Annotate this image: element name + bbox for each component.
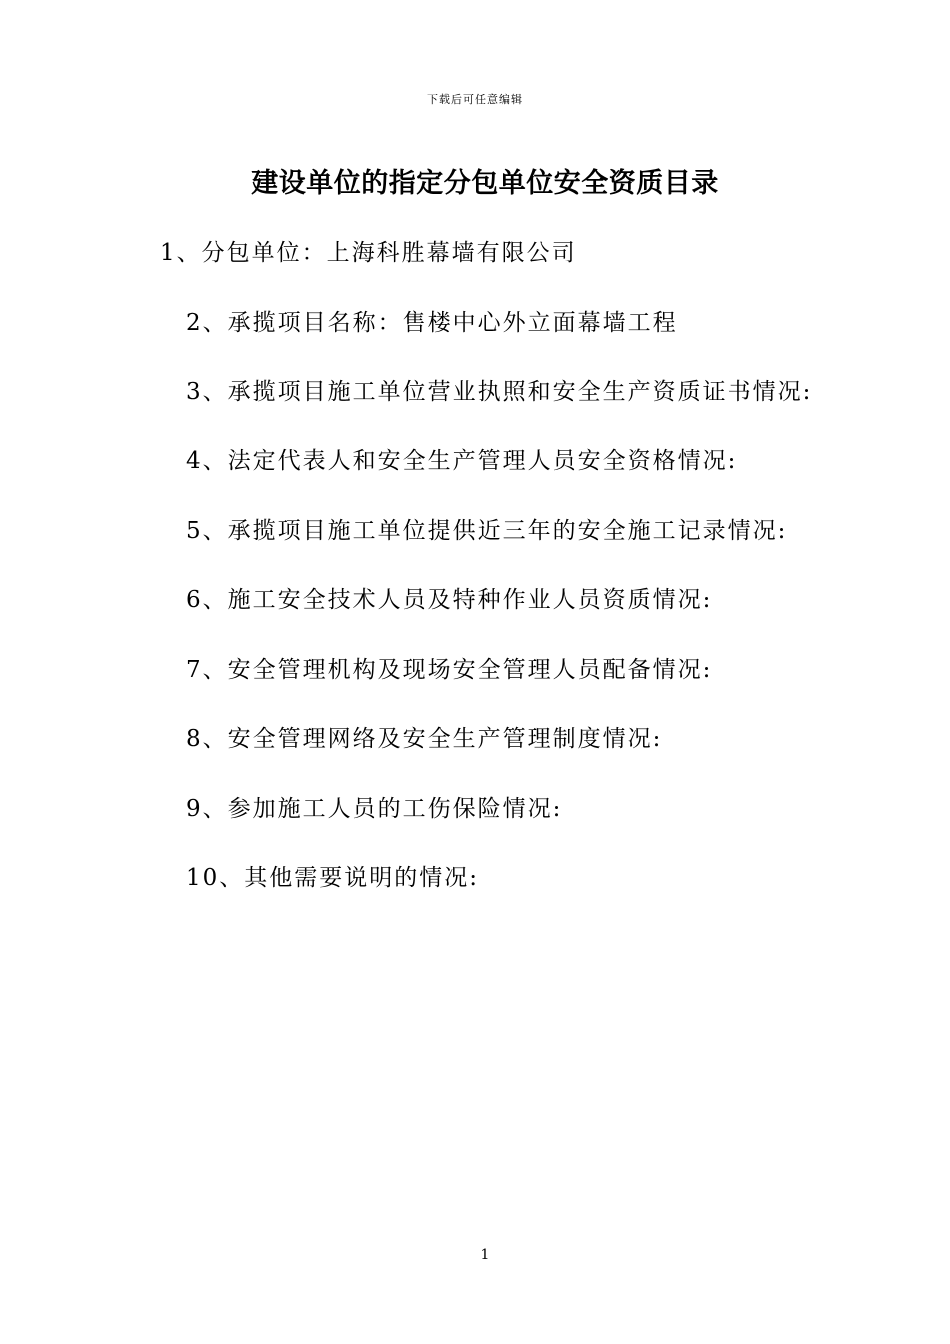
- list-item-1: 1、分包单位：上海科胜幕墙有限公司: [160, 240, 577, 266]
- list-item-2: 2、承揽项目名称：售楼中心外立面幕墙工程: [186, 310, 678, 336]
- list-item-4: 4、法定代表人和安全生产管理人员安全资格情况:: [186, 448, 738, 474]
- list-item-6: 6、施工安全技术人员及特种作业人员资质情况:: [186, 587, 713, 613]
- list-item-9: 9、参加施工人员的工伤保险情况:: [186, 796, 563, 822]
- list-item-5: 5、承揽项目施工单位提供近三年的安全施工记录情况:: [186, 518, 788, 544]
- document-title: 建设单位的指定分包单位安全资质目录: [251, 168, 719, 199]
- list-item-3: 3、承揽项目施工单位营业执照和安全生产资质证书情况:: [186, 379, 813, 405]
- header-note: 下载后可任意编辑: [427, 93, 523, 106]
- list-item-7: 7、安全管理机构及现场安全管理人员配备情况:: [186, 657, 713, 683]
- list-item-8: 8、安全管理网络及安全生产管理制度情况:: [186, 726, 663, 752]
- page-number: 1: [480, 1247, 490, 1263]
- list-item-10: 10、其他需要说明的情况:: [186, 865, 480, 891]
